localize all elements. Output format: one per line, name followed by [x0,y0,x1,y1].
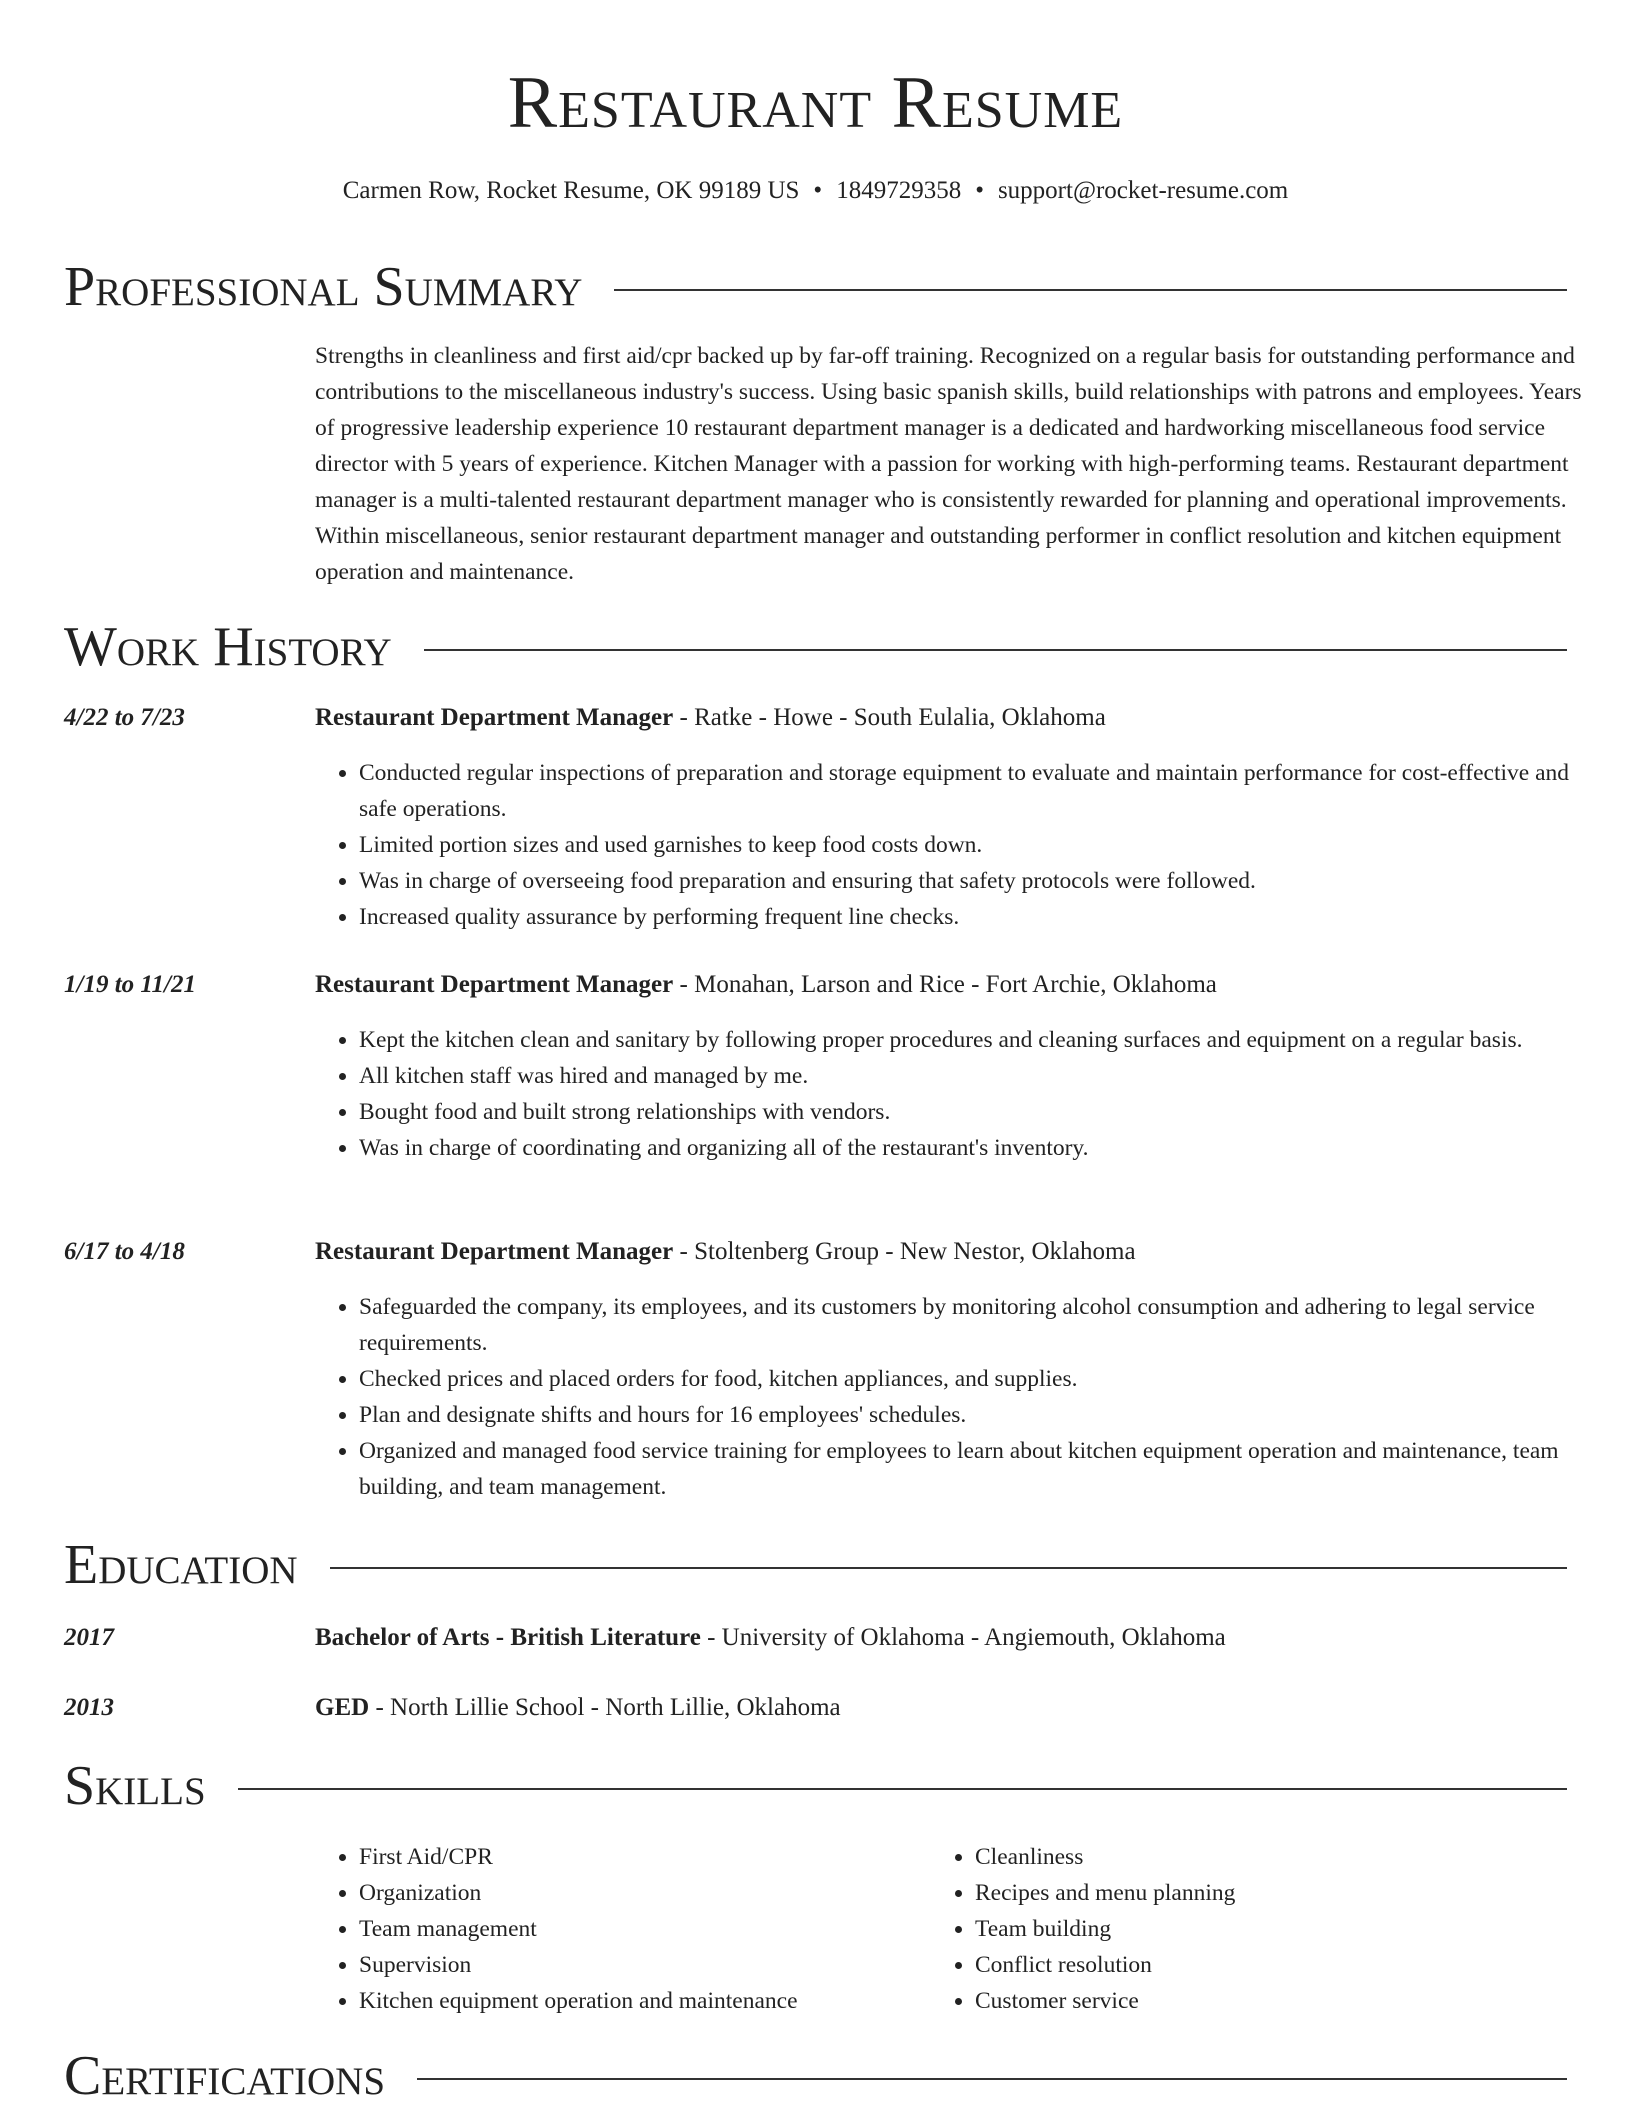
list-item: • All kitchen staff was hired and managed by me. [359,1058,1605,1094]
job-title: Restaurant Department Manager [315,1238,674,1265]
education-line [315,1690,841,1726]
list-item: • Safeguarded the company, its employees, and its customers by monitoring alcohol consumption and adhering to legal service requirements. [359,1289,1605,1361]
skill-item: • Supervision [359,1947,975,1983]
skill-item: • First Aid/CPR [359,1839,975,1875]
list-item: • Plan and designate shifts and hours for 16 employees' schedules. [359,1397,1605,1433]
education-year: 2013 [64,1694,114,1721]
skills-list-left [315,1839,975,2019]
contact-phone: 1849729358 [836,177,962,204]
skill-item: • Customer service [975,1983,1611,2019]
list-item: • Was in charge of coordinating and organizing all of the restaurant's inventory. [359,1130,1605,1166]
list-item: • Conducted regular inspections of preparation and storage equipment to evaluate and maintain performance for cost-effective and safe operations. [359,755,1605,827]
section-heading-certifications [64,2044,1567,2108]
section-divider [238,1788,1567,1790]
skill-item: • Team building [975,1911,1611,1947]
skill-item: • Team management [359,1911,975,1947]
education-degree: Bachelor of Arts - British Literature [315,1624,701,1651]
education-year: 2017 [64,1624,114,1651]
work-heading: Work History [64,616,392,678]
section-heading-work [64,615,1567,679]
skill-item: • Conflict resolution [975,1947,1611,1983]
section-heading-skills [64,1754,1567,1818]
list-item: • Checked prices and placed orders for food, kitchen appliances, and supplies. [359,1361,1605,1397]
job-dates: 4/22 to 7/23 [64,704,185,731]
contact-separator: • [975,177,984,204]
education-line [315,1620,1226,1656]
list-item: • Increased quality assurance by performing frequent line checks. [359,899,1605,935]
list-item: • Bought food and built strong relationships with vendors. [359,1094,1605,1130]
education-details: - North Lillie School - North Lillie, Oklahoma [369,1694,841,1721]
job-details: - Ratke - Howe - South Eulalia, Oklahoma [673,704,1106,731]
section-heading-education [64,1533,1567,1597]
education-heading: Education [64,1534,298,1596]
job-details: - Stoltenberg Group - New Nestor, Oklahoma [673,1238,1136,1265]
job-dates: 6/17 to 4/18 [64,1238,185,1265]
job-title-line [315,1234,1136,1270]
skills-heading: Skills [64,1755,206,1817]
section-divider [614,289,1567,291]
section-divider [330,1567,1567,1569]
education-details: - University of Oklahoma - Angiemouth, Oklahoma [700,1624,1226,1651]
section-divider [417,2078,1567,2080]
certifications-heading: Certifications [64,2045,386,2107]
contact-line [64,174,1567,208]
job-title: Restaurant Department Manager [315,704,674,731]
contact-separator: • [813,177,823,204]
contact-address: Carmen Row, Rocket Resume, OK 99189 US [342,177,800,204]
section-divider [424,649,1567,651]
job-dates: 1/19 to 11/21 [64,971,196,998]
list-item: • Was in charge of overseeing food preparation and ensuring that safety protocols were followed. [359,863,1605,899]
job-title: Restaurant Department Manager [315,971,674,998]
list-item: • Organized and managed food service training for employees to learn about kitchen equipment operation and maintenance, team building, and team management. [359,1433,1605,1505]
skills-list-right [931,1839,1611,2019]
education-degree: GED [315,1694,370,1721]
skill-item: • Kitchen equipment operation and maintenance [359,1983,975,2019]
job-title-line [315,700,1106,736]
skill-item: • Cleanliness [975,1839,1611,1875]
skill-item: • Recipes and menu planning [975,1875,1611,1911]
resume-title: Restaurant Resume [507,62,1124,144]
job-bullets [315,1022,1605,1166]
skill-item: • Organization [359,1875,975,1911]
summary-heading: Professional Summary [64,256,583,318]
job-bullets [315,755,1605,935]
contact-email: support@rocket-resume.com [997,177,1289,204]
job-details: - Monahan, Larson and Rice - Fort Archie, Oklahoma [673,971,1217,998]
section-heading-summary [64,255,1567,319]
list-item: • Limited portion sizes and used garnishes to keep food costs down. [359,827,1605,863]
job-title-line [315,967,1217,1003]
list-item: • Kept the kitchen clean and sanitary by following proper procedures and cleaning surfaces and equipment on a regular basis. [359,1022,1605,1058]
job-bullets [315,1289,1605,1505]
summary-text: Strengths in cleanliness and first aid/cpr backed up by far-off training. Recognized on a regular basis for outstanding performance and contributions to the miscellaneous industry's success. Using basic spanish skills, build relationships with patrons and employees. Years of progressive leadership experience 10 restaurant department manager is a dedicated and hardworking miscellaneous food service director with 5 years of experience. Kitchen Manager with a passion for working with high-performing teams. Restaurant department manager is a multi-talented restaurant department manager who is consistently rewarded for planning and operational improvements. Within miscellaneous, senior restaurant department manager and outstanding performer in conflict resolution and kitchen equipment operation and maintenance. [315,343,1582,585]
